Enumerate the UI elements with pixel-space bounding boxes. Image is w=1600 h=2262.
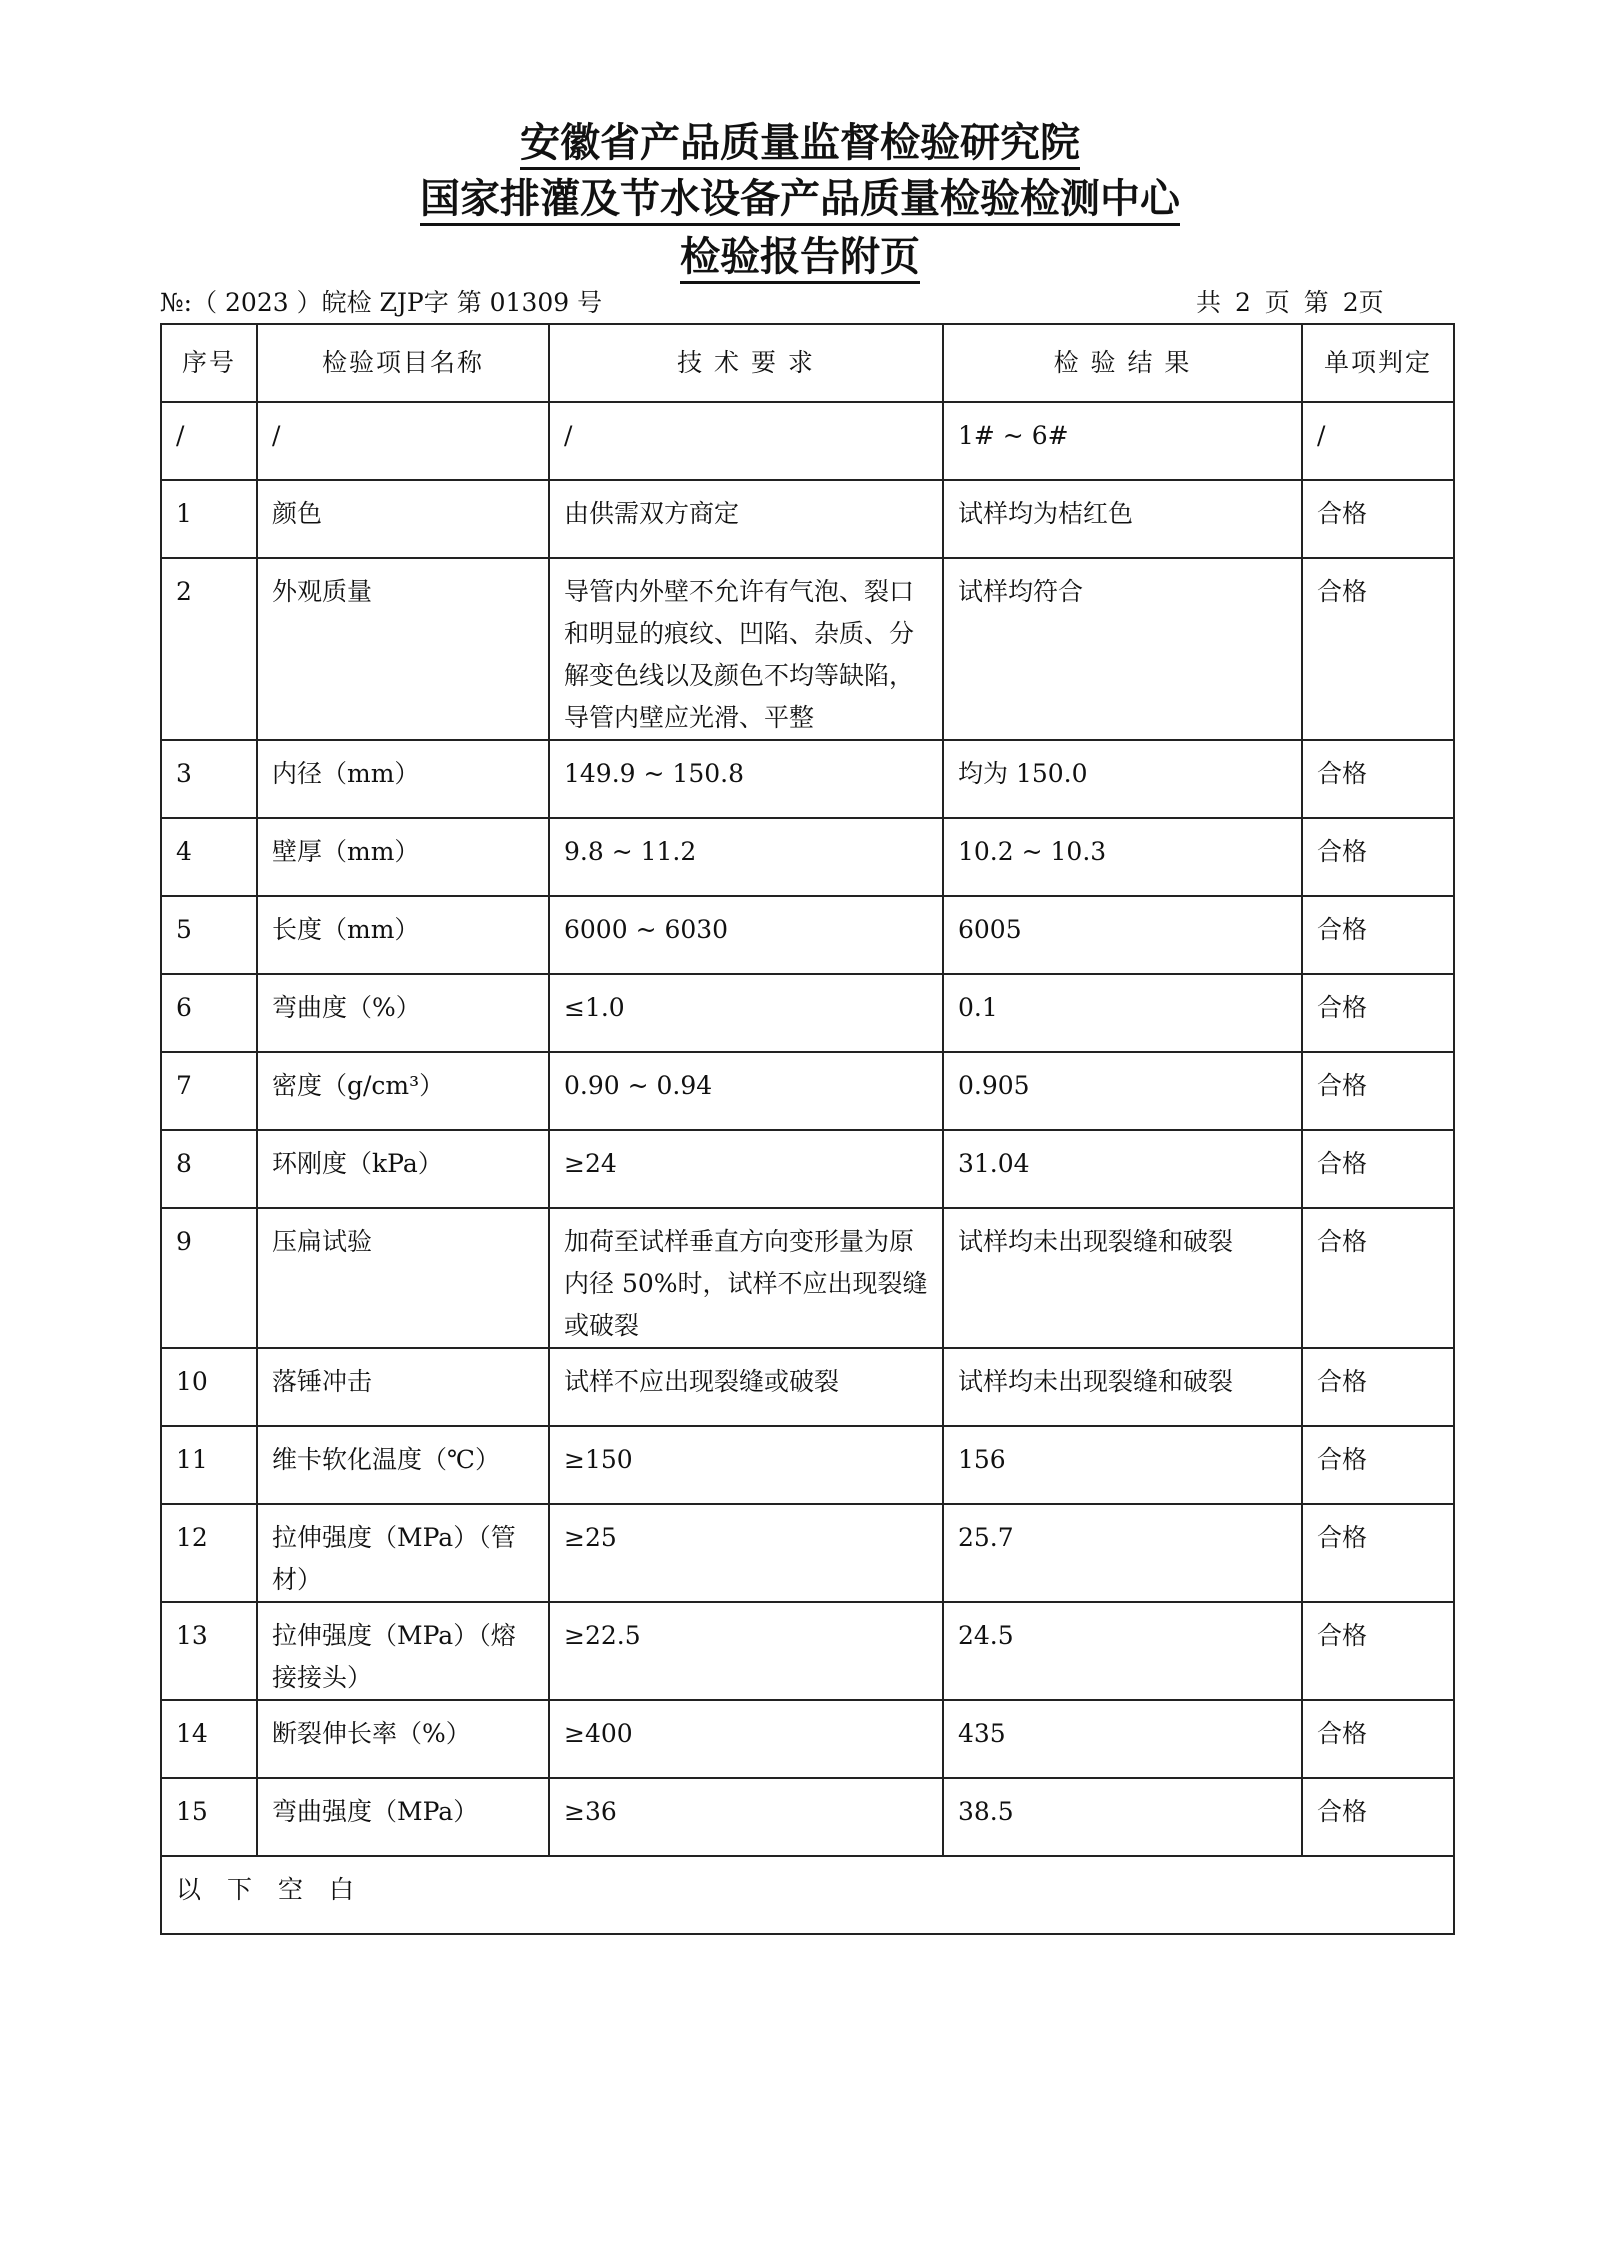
blank-row: [161, 1856, 1454, 1934]
cell-item: 密度（g/cm³）: [257, 1052, 549, 1130]
cell-item: 压扁试验: [257, 1208, 549, 1348]
cell-verdict: 合格: [1302, 1052, 1454, 1130]
cell-requirement: 6000 ~ 6030: [549, 896, 943, 974]
cell-verdict: 合格: [1302, 1208, 1454, 1348]
cell-requirement: 149.9 ~ 150.8: [549, 740, 943, 818]
col-header-result: 检 验 结 果: [943, 324, 1302, 402]
page-count: 共 2 页 第 2页: [1196, 288, 1384, 317]
cell-result: 0.905: [943, 1052, 1302, 1130]
header-row: [161, 324, 1454, 402]
cell-verdict: 合格: [1302, 1602, 1454, 1700]
cell-verdict: 合格: [1302, 896, 1454, 974]
cell-no: 5: [161, 896, 257, 974]
cell-no: 2: [161, 558, 257, 740]
cell-verdict: 合格: [1302, 1778, 1454, 1856]
inspection-table: [160, 323, 1455, 1935]
cell-verdict: 合格: [1302, 480, 1454, 558]
cell-item: 弯曲度（%）: [257, 974, 549, 1052]
col-header-no: 序号: [161, 324, 257, 402]
col-header-item: 检验项目名称: [257, 324, 549, 402]
cell-result: 试样均未出现裂缝和破裂: [943, 1208, 1302, 1348]
cell-requirement: 0.90 ~ 0.94: [549, 1052, 943, 1130]
table-row: [161, 558, 1454, 740]
table-row: [161, 1602, 1454, 1700]
cell-no: 15: [161, 1778, 257, 1856]
cell-requirement: ≥36: [549, 1778, 943, 1856]
table-row: [161, 974, 1454, 1052]
cell-result: 试样均未出现裂缝和破裂: [943, 1348, 1302, 1426]
table-row: [161, 1208, 1454, 1348]
cell-requirement: ≥25: [549, 1504, 943, 1602]
table-row: [161, 740, 1454, 818]
table-row: [161, 1504, 1454, 1602]
blank-note: 以下空白: [161, 1856, 1454, 1934]
cell-result: 均为 150.0: [943, 740, 1302, 818]
cell-item: 壁厚（mm）: [257, 818, 549, 896]
cell-no: /: [161, 402, 257, 480]
cell-no: 7: [161, 1052, 257, 1130]
page-title: 检验报告附页: [0, 232, 1600, 282]
cell-result: 1# ~ 6#: [943, 402, 1302, 480]
cell-no: 6: [161, 974, 257, 1052]
cell-verdict: 合格: [1302, 1426, 1454, 1504]
cell-requirement: ≥400: [549, 1700, 943, 1778]
cell-result: 6005: [943, 896, 1302, 974]
table-row: [161, 1052, 1454, 1130]
table-row: [161, 402, 1454, 480]
institute-name: 安徽省产品质量监督检验研究院: [0, 118, 1600, 168]
cell-no: 13: [161, 1602, 257, 1700]
cell-requirement: ≥150: [549, 1426, 943, 1504]
cell-verdict: /: [1302, 402, 1454, 480]
cell-result: 38.5: [943, 1778, 1302, 1856]
cell-verdict: 合格: [1302, 1130, 1454, 1208]
cell-result: 31.04: [943, 1130, 1302, 1208]
cell-result: 试样均符合: [943, 558, 1302, 740]
table-row: [161, 1778, 1454, 1856]
cell-verdict: 合格: [1302, 1348, 1454, 1426]
cell-requirement: ≥24: [549, 1130, 943, 1208]
cell-result: 156: [943, 1426, 1302, 1504]
cell-no: 10: [161, 1348, 257, 1426]
table-row: [161, 1426, 1454, 1504]
cell-item: 弯曲强度（MPa）: [257, 1778, 549, 1856]
cell-result: 试样均为桔红色: [943, 480, 1302, 558]
cell-item: 内径（mm）: [257, 740, 549, 818]
cell-requirement: /: [549, 402, 943, 480]
cell-item: 断裂伸长率（%）: [257, 1700, 549, 1778]
cell-item: 落锤冲击: [257, 1348, 549, 1426]
cell-requirement: 加荷至试样垂直方向变形量为原内径 50%时，试样不应出现裂缝或破裂: [549, 1208, 943, 1348]
table-row: [161, 818, 1454, 896]
table-row: [161, 1700, 1454, 1778]
cell-no: 12: [161, 1504, 257, 1602]
cell-item: 维卡软化温度（℃）: [257, 1426, 549, 1504]
cell-no: 14: [161, 1700, 257, 1778]
cell-requirement: 试样不应出现裂缝或破裂: [549, 1348, 943, 1426]
cell-item: 颜色: [257, 480, 549, 558]
cell-result: 25.7: [943, 1504, 1302, 1602]
table-row: [161, 480, 1454, 558]
cell-item: /: [257, 402, 549, 480]
cell-requirement: 由供需双方商定: [549, 480, 943, 558]
table-row: [161, 1348, 1454, 1426]
cell-requirement: ≤1.0: [549, 974, 943, 1052]
cell-no: 9: [161, 1208, 257, 1348]
cell-no: 1: [161, 480, 257, 558]
cell-item: 环刚度（kPa）: [257, 1130, 549, 1208]
table-row: [161, 896, 1454, 974]
cell-requirement: ≥22.5: [549, 1602, 943, 1700]
report-number: №:（ 2023 ）皖检 ZJP字 第 01309 号: [160, 288, 603, 317]
table-row: [161, 1130, 1454, 1208]
cell-verdict: 合格: [1302, 740, 1454, 818]
center-name: 国家排灌及节水设备产品质量检验检测中心: [0, 174, 1600, 224]
cell-verdict: 合格: [1302, 558, 1454, 740]
cell-result: 24.5: [943, 1602, 1302, 1700]
cell-verdict: 合格: [1302, 1504, 1454, 1602]
cell-no: 3: [161, 740, 257, 818]
cell-verdict: 合格: [1302, 818, 1454, 896]
cell-no: 8: [161, 1130, 257, 1208]
cell-item: 外观质量: [257, 558, 549, 740]
col-header-verdict: 单项判定: [1302, 324, 1454, 402]
cell-verdict: 合格: [1302, 974, 1454, 1052]
cell-verdict: 合格: [1302, 1700, 1454, 1778]
cell-result: 0.1: [943, 974, 1302, 1052]
cell-item: 拉伸强度（MPa）（管材）: [257, 1504, 549, 1602]
cell-result: 435: [943, 1700, 1302, 1778]
cell-result: 10.2 ~ 10.3: [943, 818, 1302, 896]
cell-item: 长度（mm）: [257, 896, 549, 974]
cell-no: 11: [161, 1426, 257, 1504]
cell-item: 拉伸强度（MPa）（熔接接头）: [257, 1602, 549, 1700]
cell-no: 4: [161, 818, 257, 896]
cell-requirement: 9.8 ~ 11.2: [549, 818, 943, 896]
cell-requirement: 导管内外壁不允许有气泡、裂口和明显的痕纹、凹陷、杂质、分解变色线以及颜色不均等缺陷，导管内壁应光滑、平整: [549, 558, 943, 740]
col-header-requirement: 技 术 要 求: [549, 324, 943, 402]
